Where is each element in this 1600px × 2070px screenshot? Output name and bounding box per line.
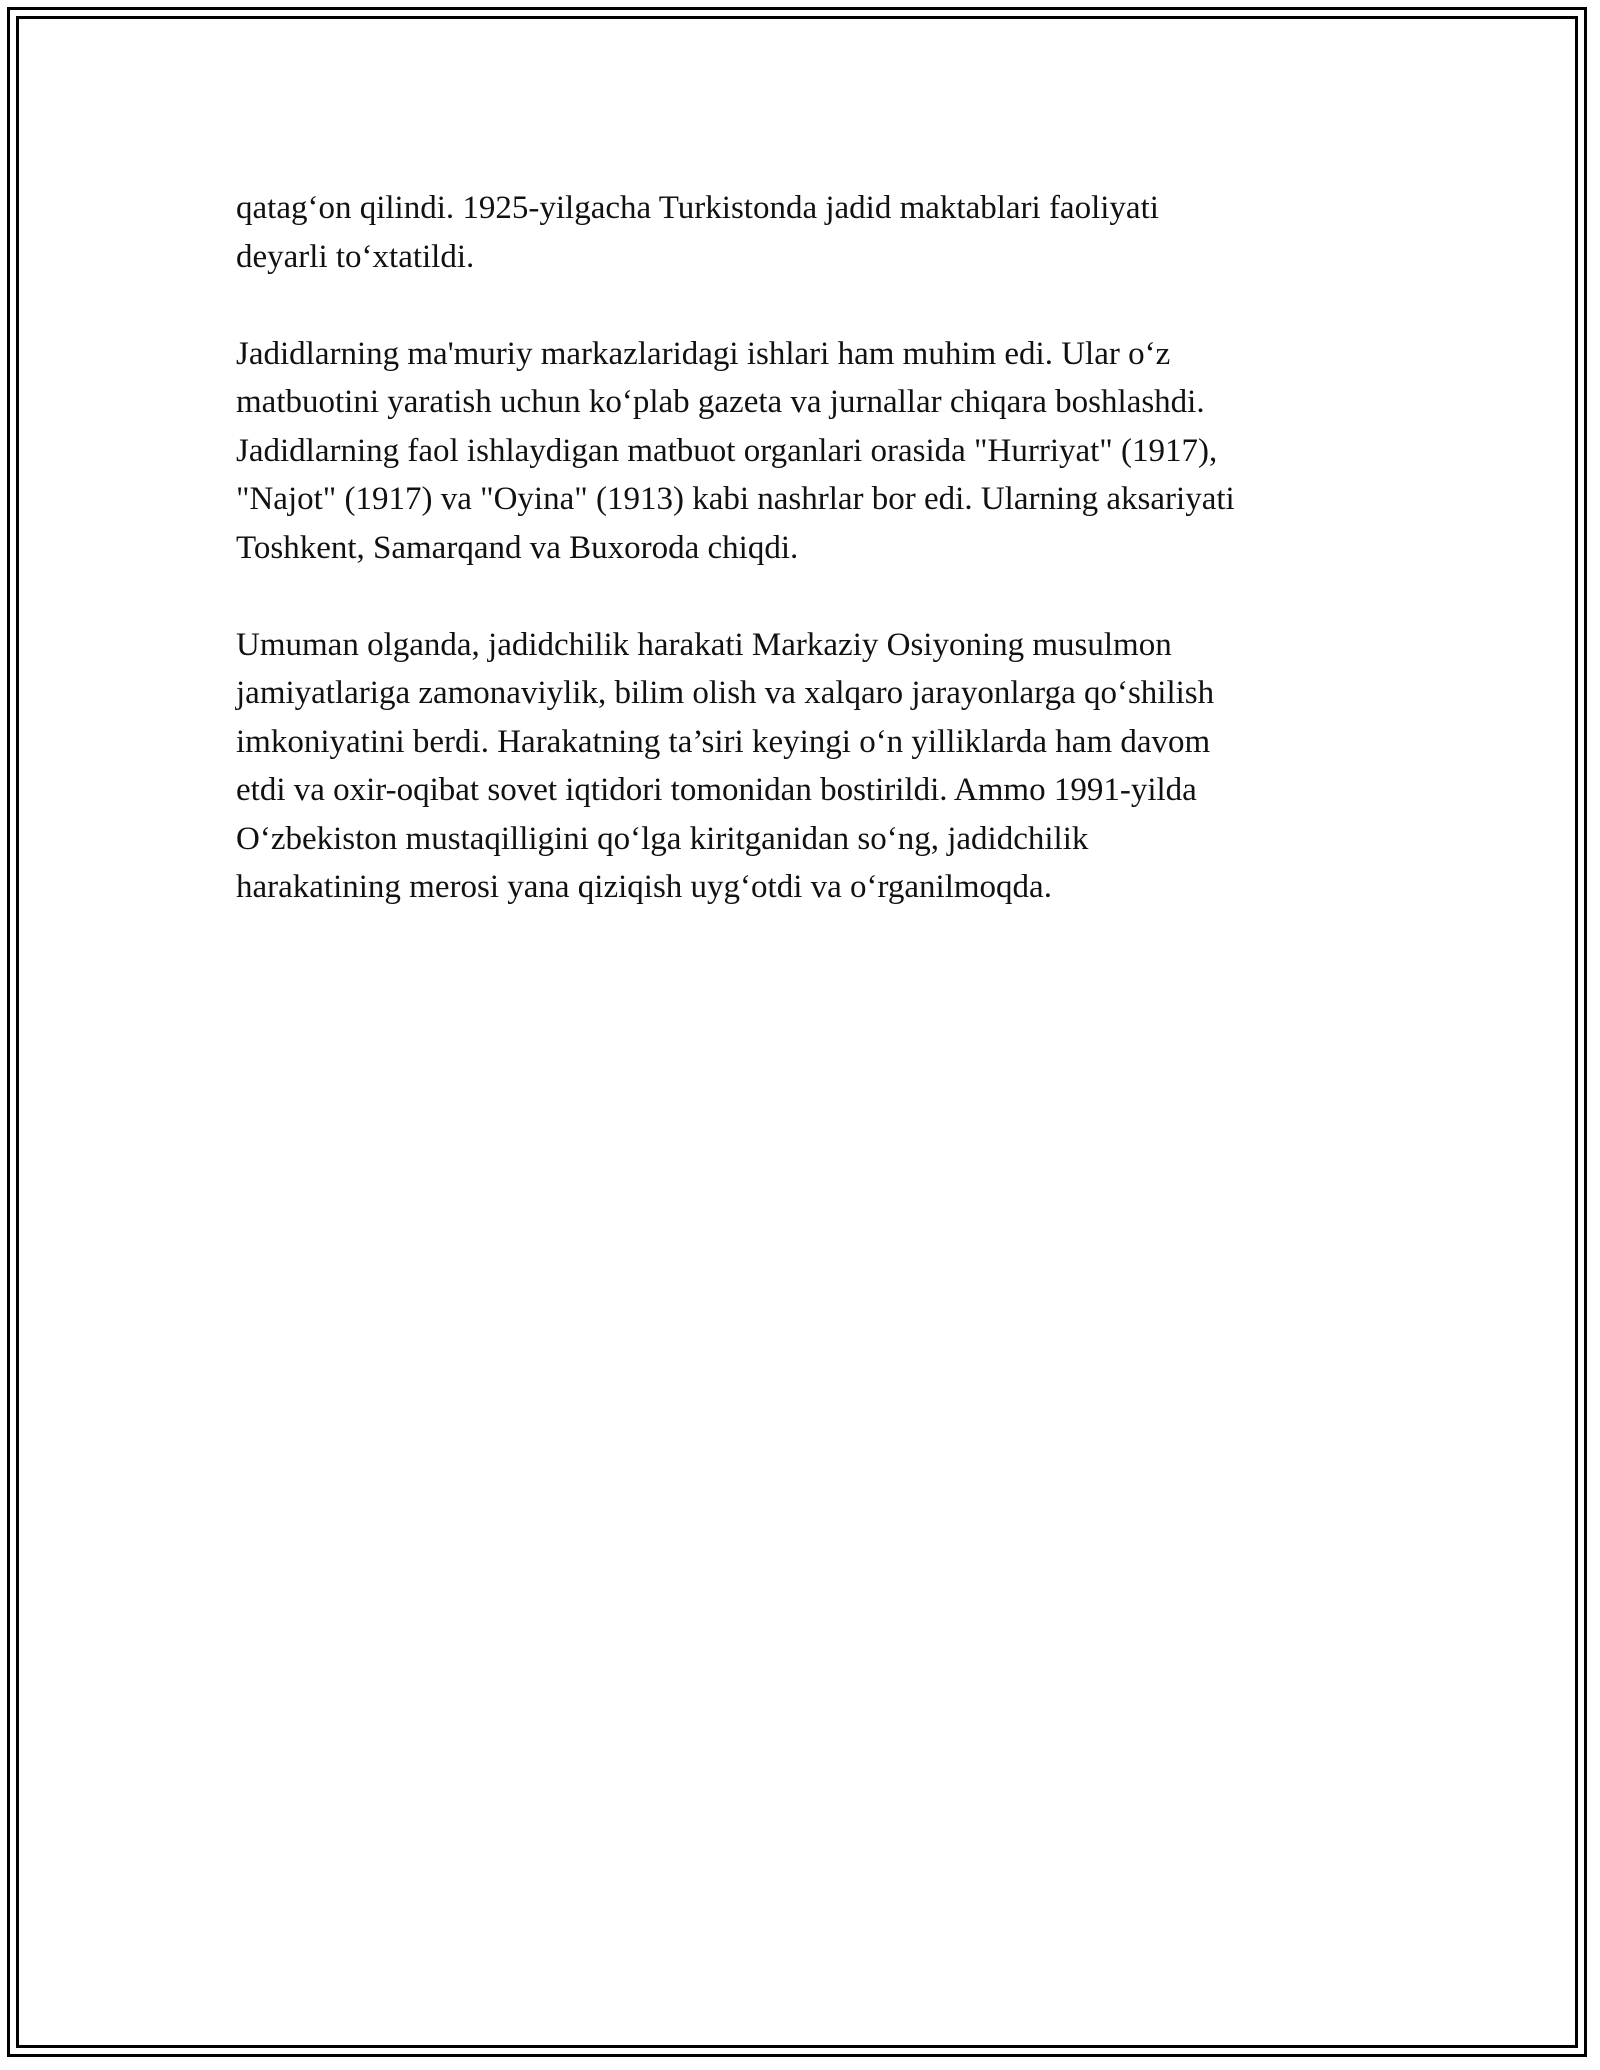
paragraph-2: Jadidlarning ma'muriy markazlaridagi ishlari ham muhim edi. Ular o‘z matbuotini yaratish uchun ko‘plab gazeta va jurnallar chiqara boshlashdi. Jadidlarning faol ishlaydigan matbuot organlari orasida "Hurriyat" (1917), "Najot" (1917) va "Oyina" (1913) kabi nashrlar bor edi. Ularning aksariyati Toshkent, Samarqand va Buxoroda chiqdi. bbox=[236, 335, 1235, 566]
paragraph-3: Umuman olganda, jadidchilik harakati Markaziy Osiyoning musulmon jamiyatlariga zamonaviylik, bilim olish va xalqaro jarayonlarga qo‘shilish imkoniyatini berdi. Harakatning ta’siri keyingi o‘n yilliklarda ham davom etdi va oxir-oqibat sovet iqtidori tomonidan bostirildi. Ammo 1991-yilda O‘zbekiston mustaqilligini qo‘lga kiritganidan so‘ng, jadidchilik harakatining merosi yana qiziqish uyg‘otdi va o‘rganilmoqda. bbox=[236, 626, 1215, 905]
document-body bbox=[236, 184, 1376, 960]
paragraph-1: qatag‘on qilindi. 1925-yilgacha Turkistonda jadid maktablari faoliyati deyarli to‘xtatildi. bbox=[236, 190, 1159, 275]
